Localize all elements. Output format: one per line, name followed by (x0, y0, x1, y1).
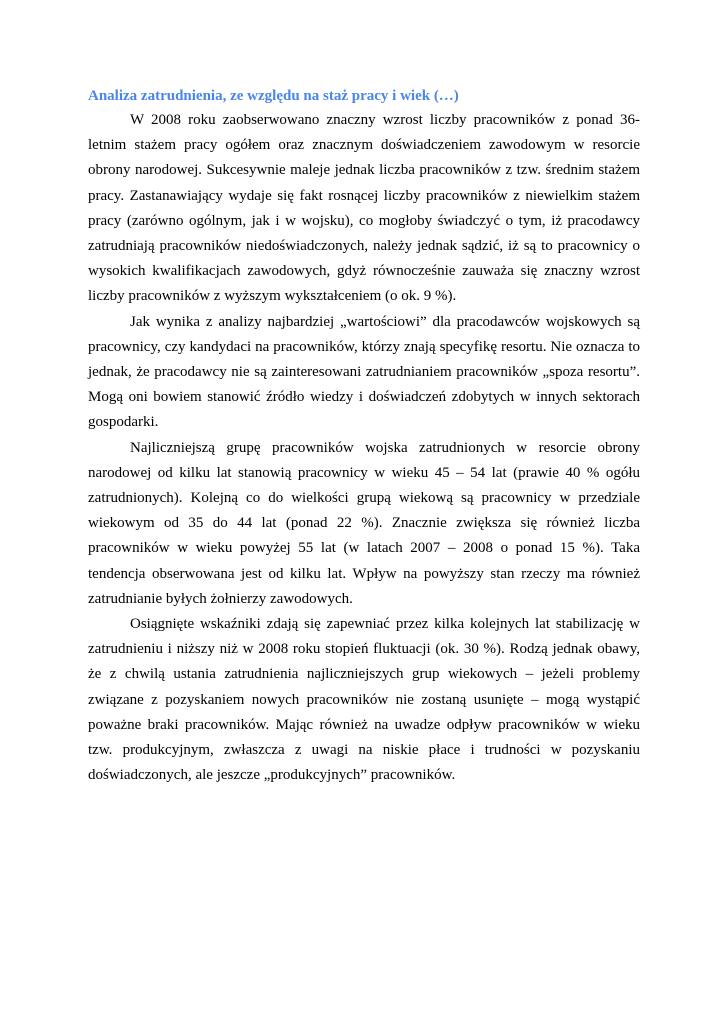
paragraph-seniority: W 2008 roku zaobserwowano znaczny wzrost liczby pracowników z ponad 36-letnim stażem pracy ogółem oraz znacznym doświadczeniem zawodowym w resorcie obrony narodowej. Sukcesywnie maleje jednak liczba pracowników z tzw. średnim stażem pracy. Zastanawiający wydaje się fakt rosnącej liczby pracowników z niewielkim stażem pracy (zarówno ogólnym, jak i w wojsku), co mogłoby świadczyć o tym, iż pracodawcy zatrudniają pracowników niedoświadczonych, należy jednak sądzić, iż są to pracownicy o wysokich kwalifikacjach zawodowych, gdyż równocześnie zauważa się znaczny wzrost liczby pracowników z wyższym wykształceniem (o ok. 9 %). (88, 112, 640, 305)
paragraph-age-groups: Najliczniejszą grupę pracowników wojska zatrudnionych w resorcie obrony narodowej od kilku lat stanowią pracownicy w wieku 45 – 54 lat (prawie 40 % ogółu zatrudnionych). Kolejną co do wielkości grupą wiekową są pracownicy w przedziale wiekowym od 35 do 44 lat (ponad 22 %). Znacznie zwiększa się również liczba pracowników w wieku powyżej 55 lat (w latach 2007 – 2008 o ponad 15 %). Taka tendencja obserwowana jest od kilku lat. Wpływ na powyższy stan rzeczy ma również zatrudnianie byłych żołnierzy zawodowych. (88, 439, 640, 607)
paragraph-stabilization: Osiągnięte wskaźniki zdają się zapewniać przez kilka kolejnych lat stabilizację w zatrudnieniu i niższy niż w 2008 roku stopień fluktuacji (ok. 30 %). Rodzą jednak obawy, że z chwilą ustania zatrudnienia najliczniejszych grup wiekowych – jeżeli problemy związane z pozyskaniem nowych pracowników nie zostaną usunięte – mogą wystąpić poważne braki pracowników. Mając również na uwadze odpływ pracowników w wieku tzw. produkcyjnym, zwłaszcza z uwagi na niskie płace i trudności w pozyskaniu doświadczonych, ale jeszcze „produkcyjnych” pracowników. (88, 616, 640, 784)
section-heading: Analiza zatrudnienia, ze względu na staż pracy i wiek (…) (88, 88, 459, 104)
document-page (88, 84, 640, 788)
paragraph-valuable-employees: Jak wynika z analizy najbardziej „wartościowi” dla pracodawców wojskowych są pracownicy, czy kandydaci na pracowników, którzy znają specyfikę resortu. Nie oznacza to jednak, że pracodawcy nie są zainteresowani zatrudnianiem pracowników „spoza resortu”. Mogą oni bowiem stanowić źródło wiedzy i doświadczeń zdobytych w innych sektorach gospodarki. (88, 313, 640, 431)
